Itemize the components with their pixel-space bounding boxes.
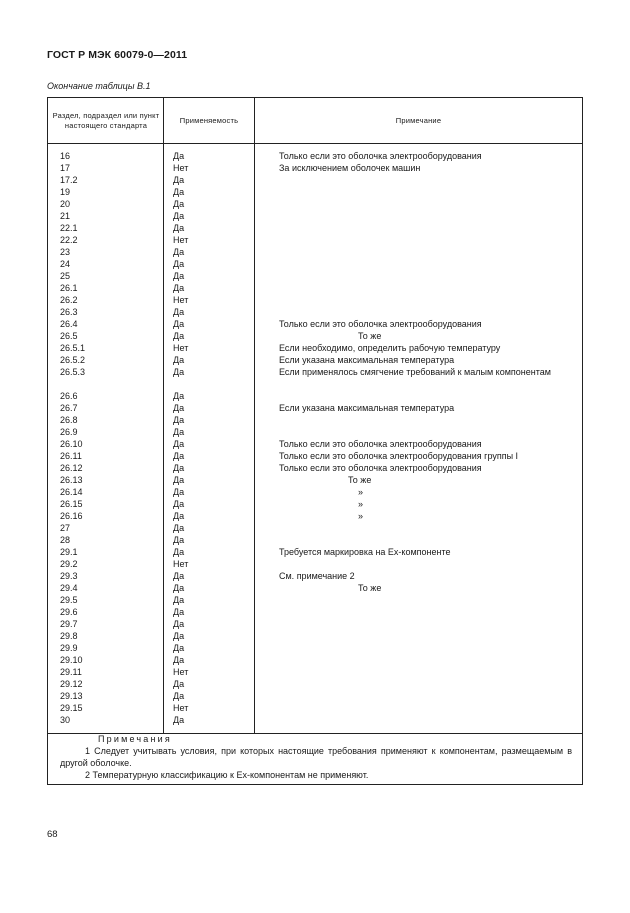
applicability-cell: Да [173, 475, 185, 485]
applicability-cell: Да [173, 607, 185, 617]
section-cell: 26.12 [60, 463, 83, 473]
section-cell: 22.2 [60, 235, 78, 245]
table-row [48, 234, 582, 246]
applicability-cell: Да [173, 715, 185, 725]
section-cell: 26.2 [60, 295, 78, 305]
applicability-table [47, 97, 583, 785]
applicability-cell: Да [173, 355, 185, 365]
applicability-cell: Да [173, 307, 185, 317]
section-cell: 23 [60, 247, 71, 257]
section-cell: 29.9 [60, 643, 78, 653]
table-row [48, 150, 582, 162]
section-cell: 26.5 [60, 331, 78, 341]
section-cell: 26.5.3 [60, 367, 86, 377]
table-row [48, 570, 582, 582]
table-row [48, 426, 582, 438]
table-row [48, 678, 582, 690]
section-cell: 20 [60, 199, 71, 209]
applicability-cell: Нет [173, 343, 189, 353]
note-cell: » [358, 511, 364, 521]
table-row [48, 390, 582, 402]
table-row [48, 342, 582, 354]
table-notes [48, 733, 582, 781]
section-cell: 26.11 [60, 451, 82, 461]
applicability-cell: Да [173, 523, 185, 533]
applicability-cell: Да [173, 259, 185, 269]
table-row [48, 174, 582, 186]
note-cell: Если применялось смягчение требований к малым компонентам [279, 367, 551, 377]
section-cell: 26.5.1 [60, 343, 86, 353]
table-body [48, 150, 582, 726]
section-cell: 26.10 [60, 439, 83, 449]
table-row [48, 198, 582, 210]
applicability-cell: Нет [173, 559, 189, 569]
section-cell: 24 [60, 259, 71, 269]
section-cell: 26.4 [60, 319, 78, 329]
section-cell: 27 [60, 523, 71, 533]
section-cell: 21 [60, 211, 71, 221]
note-item: 2 Температурную классификацию к Ex-компонентам не применяют. [85, 770, 369, 780]
table-row [48, 546, 582, 558]
applicability-cell: Да [173, 391, 185, 401]
applicability-cell: Нет [173, 667, 189, 677]
section-cell: 26.7 [60, 403, 78, 413]
page-number: 68 [47, 829, 58, 840]
section-cell: 29.8 [60, 631, 78, 641]
section-cell: 29.13 [60, 691, 83, 701]
table-row [48, 582, 582, 594]
notes-title: Примечания [98, 734, 172, 744]
table-row [48, 258, 582, 270]
applicability-cell: Нет [173, 163, 189, 173]
note-cell: То же [348, 475, 372, 485]
applicability-cell: Да [173, 427, 185, 437]
applicability-cell: Да [173, 619, 185, 629]
table-row [48, 270, 582, 282]
applicability-cell: Да [173, 415, 185, 425]
table-row [48, 402, 582, 414]
applicability-cell: Да [173, 571, 185, 581]
applicability-cell: Да [173, 547, 185, 557]
table-row [48, 666, 582, 678]
applicability-cell: Нет [173, 235, 189, 245]
note-cell: Только если это оболочка электрооборудования группы I [279, 451, 519, 461]
section-cell: 29.11 [60, 667, 82, 677]
table-row [48, 642, 582, 654]
note-cell: То же [358, 331, 382, 341]
note-cell: То же [358, 583, 382, 593]
section-cell: 29.1 [60, 547, 78, 557]
note-cell: Требуется маркировка на Ex-компоненте [279, 547, 451, 557]
note-cell: Только если это оболочка электрооборудования [279, 439, 482, 449]
table-row [48, 690, 582, 702]
table-row [48, 294, 582, 306]
section-cell: 30 [60, 715, 71, 725]
applicability-cell: Да [173, 535, 185, 545]
section-cell: 26.14 [60, 487, 83, 497]
section-cell: 19 [60, 187, 71, 197]
table-row [48, 186, 582, 198]
table-row [48, 354, 582, 366]
applicability-cell: Да [173, 679, 185, 689]
note-cell: За исключением оболочек машин [279, 163, 421, 173]
applicability-cell: Да [173, 199, 185, 209]
section-cell: 16 [60, 151, 71, 161]
section-cell: 26.15 [60, 499, 83, 509]
table-row [48, 486, 582, 498]
applicability-cell: Да [173, 643, 185, 653]
applicability-cell: Да [173, 595, 185, 605]
applicability-cell: Да [173, 271, 185, 281]
table-row [48, 618, 582, 630]
note-cell: Если указана максимальная температура [279, 355, 455, 365]
section-cell: 26.9 [60, 427, 78, 437]
table-row [48, 438, 582, 450]
section-cell: 29.4 [60, 583, 78, 593]
applicability-cell: Да [173, 631, 185, 641]
table-row [48, 366, 582, 390]
header-divider [48, 143, 582, 144]
table-row [48, 462, 582, 474]
table-row [48, 606, 582, 618]
applicability-cell: Да [173, 463, 185, 473]
section-cell: 26.3 [60, 307, 78, 317]
applicability-cell: Да [173, 655, 185, 665]
table-row [48, 318, 582, 330]
note-item: 1 Следует учитывать условия, при которых настоящие требования применяют к компонентам, размещаемым в другой оболочке. [60, 746, 572, 768]
column-header-applicability: Применяемость [179, 115, 239, 125]
applicability-cell: Да [173, 331, 185, 341]
note-cell: » [358, 499, 364, 509]
table-row [48, 498, 582, 510]
table-row [48, 534, 582, 546]
section-cell: 29.6 [60, 607, 78, 617]
section-cell: 26.16 [60, 511, 83, 521]
applicability-cell: Да [173, 283, 185, 293]
section-cell: 26.6 [60, 391, 78, 401]
applicability-cell: Да [173, 175, 185, 185]
table-row [48, 702, 582, 714]
table-row [48, 450, 582, 462]
table-row [48, 558, 582, 570]
applicability-cell: Да [173, 691, 185, 701]
applicability-cell: Нет [173, 295, 189, 305]
table-row [48, 522, 582, 534]
applicability-cell: Да [173, 487, 185, 497]
note-cell: Только если это оболочка электрооборудования [279, 463, 482, 473]
column-header-section: Раздел, подраздел или пункт настоящего стандарта [52, 110, 160, 130]
note-cell: Если указана максимальная температура [279, 403, 455, 413]
section-cell: 17.2 [60, 175, 78, 185]
table-row [48, 210, 582, 222]
section-cell: 26.13 [60, 475, 83, 485]
applicability-cell: Да [173, 403, 185, 413]
section-cell: 29.2 [60, 559, 78, 569]
note-cell: » [358, 487, 364, 497]
applicability-cell: Да [173, 223, 185, 233]
table-row [48, 162, 582, 174]
note-cell: Только если это оболочка электрооборудования [279, 151, 482, 161]
applicability-cell: Да [173, 499, 185, 509]
table-row [48, 594, 582, 606]
section-cell: 28 [60, 535, 71, 545]
note-cell: Только если это оболочка электрооборудования [279, 319, 482, 329]
table-row [48, 306, 582, 318]
section-cell: 22.1 [60, 223, 78, 233]
applicability-cell: Да [173, 247, 185, 257]
table-row [48, 246, 582, 258]
document-standard-header: ГОСТ Р МЭК 60079-0—2011 [47, 49, 188, 61]
applicability-cell: Да [173, 439, 185, 449]
section-cell: 29.15 [60, 703, 83, 713]
table-caption: Окончание таблицы В.1 [47, 81, 151, 91]
section-cell: 29.7 [60, 619, 78, 629]
section-cell: 17 [60, 163, 71, 173]
section-cell: 29.12 [60, 679, 83, 689]
table-row [48, 474, 582, 486]
table-row [48, 714, 582, 726]
table-row [48, 282, 582, 294]
table-row [48, 654, 582, 666]
section-cell: 29.3 [60, 571, 78, 581]
note-cell: См. примечание 2 [279, 571, 355, 581]
applicability-cell: Да [173, 151, 185, 161]
section-cell: 26.8 [60, 415, 78, 425]
table-row [48, 414, 582, 426]
section-cell: 26.1 [60, 283, 78, 293]
applicability-cell: Да [173, 319, 185, 329]
column-header-note: Примечание [395, 115, 442, 125]
table-row [48, 222, 582, 234]
section-cell: 29.5 [60, 595, 78, 605]
section-cell: 29.10 [60, 655, 83, 665]
note-cell: Если необходимо, определить рабочую температуру [279, 343, 501, 353]
applicability-cell: Да [173, 511, 185, 521]
applicability-cell: Да [173, 367, 185, 377]
applicability-cell: Нет [173, 703, 189, 713]
applicability-cell: Да [173, 211, 185, 221]
table-row [48, 330, 582, 342]
applicability-cell: Да [173, 583, 185, 593]
applicability-cell: Да [173, 451, 185, 461]
table-row [48, 510, 582, 522]
table-row [48, 630, 582, 642]
section-cell: 25 [60, 271, 71, 281]
section-cell: 26.5.2 [60, 355, 86, 365]
applicability-cell: Да [173, 187, 185, 197]
